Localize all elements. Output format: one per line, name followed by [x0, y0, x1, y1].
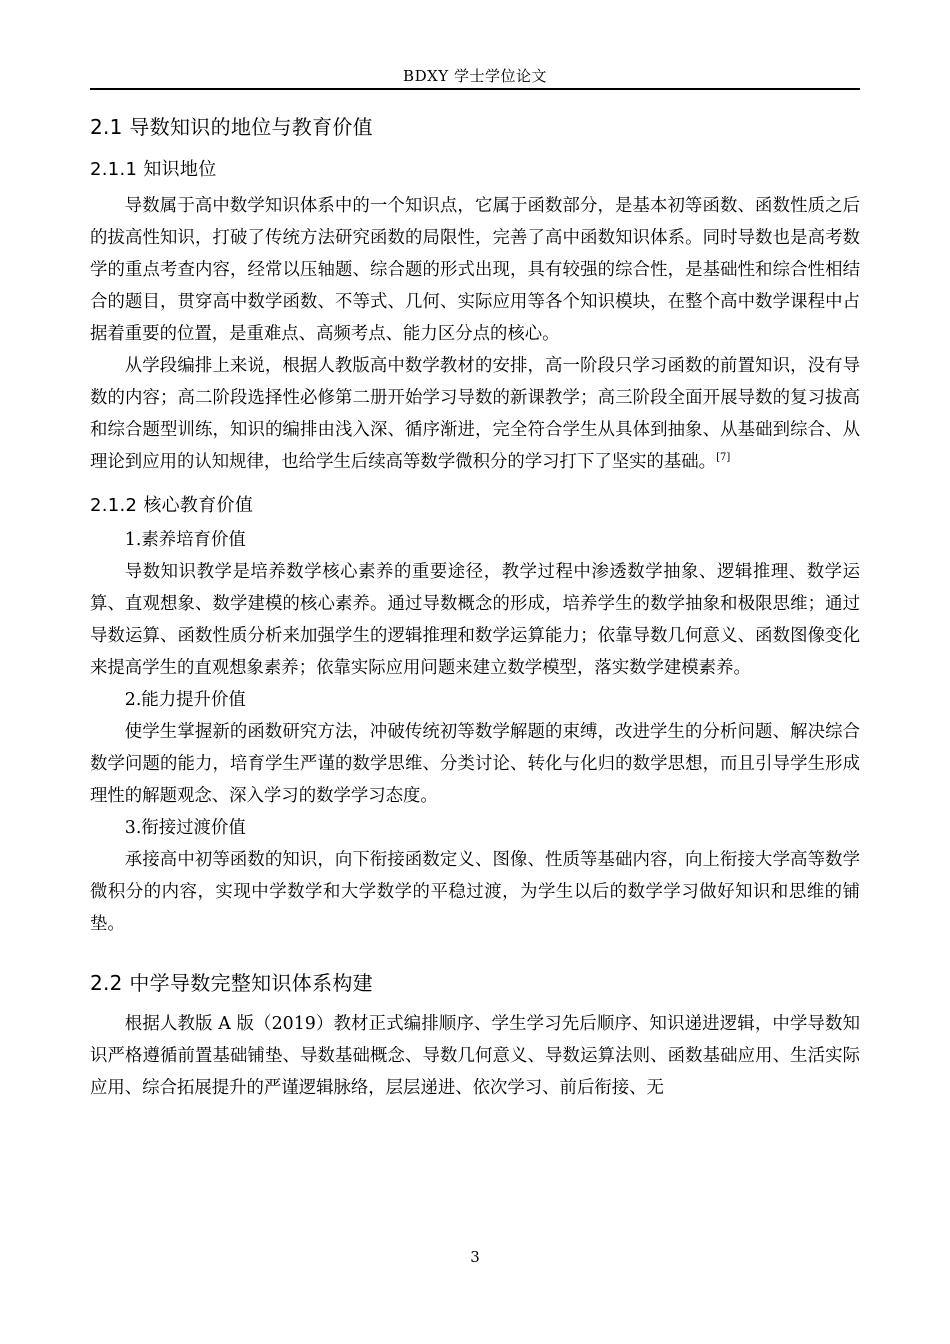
- citation-marker: [7]: [716, 452, 731, 464]
- paragraph-curriculum-text: 从学段编排上来说，根据人教版高中数学教材的安排，高一阶段只学习函数的前置知识，没有导数的内容；高二阶段选择性必修第二册开始学习导数的新课教学；高三阶段全面开展导数的复习拔高和综合题型训练，知识的编排由浅入深、循序渐进，完全符合学生从具体到抽象、从基础到综合、从理论到应用的认知规律，也给学生后续高等数学微积分的学习打下了坚实的基础。: [90, 356, 860, 472]
- header-rule: [90, 88, 860, 90]
- paragraph-ability-value: 使学生掌握新的函数研究方法，冲破传统初等数学解题的束缚，改进学生的分析问题、解决综合数学问题的能力，培育学生严谨的数学思维、分类讨论、转化与化归的数学思想，而且引导学生形成理性的解题观念、深入学习的数学学习态度。: [90, 722, 860, 806]
- paragraph-knowledge-status: 导数属于高中数学知识体系中的一个知识点，它属于函数部分，是基本初等函数、函数性质之后的拔高性知识，打破了传统方法研究函数的局限性，完善了高中函数知识体系。同时导数也是高考数学的重点考查内容，经常以压轴题、综合题的形式出现，具有较强的综合性，是基础性和综合性相结合的题目，贯穿高中数学函数、不等式、几何、实际应用等各个知识模块，在整个高中数学课程中占据着重要的位置，是重难点、高频考点、能力区分点的核心。: [90, 196, 860, 344]
- subsection-2-1-2-heading: 2.1.2 核心教育价值: [90, 495, 254, 516]
- list-item-label-transition: 3.衔接过渡价值: [124, 818, 246, 838]
- list-item-label-ability: 2.能力提升价值: [124, 690, 246, 710]
- paragraph-literacy-value: 导数知识教学是培养数学核心素养的重要途径，教学过程中渗透数学抽象、逻辑推理、数学运算、直观想象、数学建模的核心素养。通过导数概念的形成，培养学生的数学抽象和极限思维；通过导数运算、函数性质分析来加强学生的逻辑推理和数学运算能力；依靠导数几何意义、函数图像变化来提高学生的直观想象素养；依靠实际应用问题来建立数学模型，落实数学建模素养。: [90, 562, 860, 678]
- page-body: [90, 112, 860, 1104]
- paragraph-transition-value: 承接高中初等函数的知识，向下衔接函数定义、图像、性质等基础内容，向上衔接大学高等数学微积分的内容，实现中学数学和大学数学的平稳过渡，为学生以后的数学学习做好知识和思维的铺垫。: [90, 850, 860, 934]
- paragraph-knowledge-system: 根据人教版 A 版（2019）教材正式编排顺序、学生学习先后顺序、知识递进逻辑，中学导数知识严格遵循前置基础铺垫、导数基础概念、导数几何意义、导数运算法则、函数基础应用、生活实际应用、综合拓展提升的严谨逻辑脉络，层层递进、依次学习、前后衔接、无: [90, 1014, 860, 1098]
- page-number: 3: [470, 1248, 480, 1266]
- section-2-2-heading: 2.2 中学导数完整知识体系构建: [90, 971, 373, 995]
- subsection-2-1-1-heading: 2.1.1 知识地位: [90, 159, 217, 180]
- list-item-label-literacy: 1.素养培育价值: [124, 530, 246, 550]
- section-2-1-heading: 2.1 导数知识的地位与教育价值: [90, 115, 373, 139]
- running-header: BDXY 学士学位论文: [403, 67, 547, 85]
- paragraph-curriculum-arrangement: [90, 350, 860, 478]
